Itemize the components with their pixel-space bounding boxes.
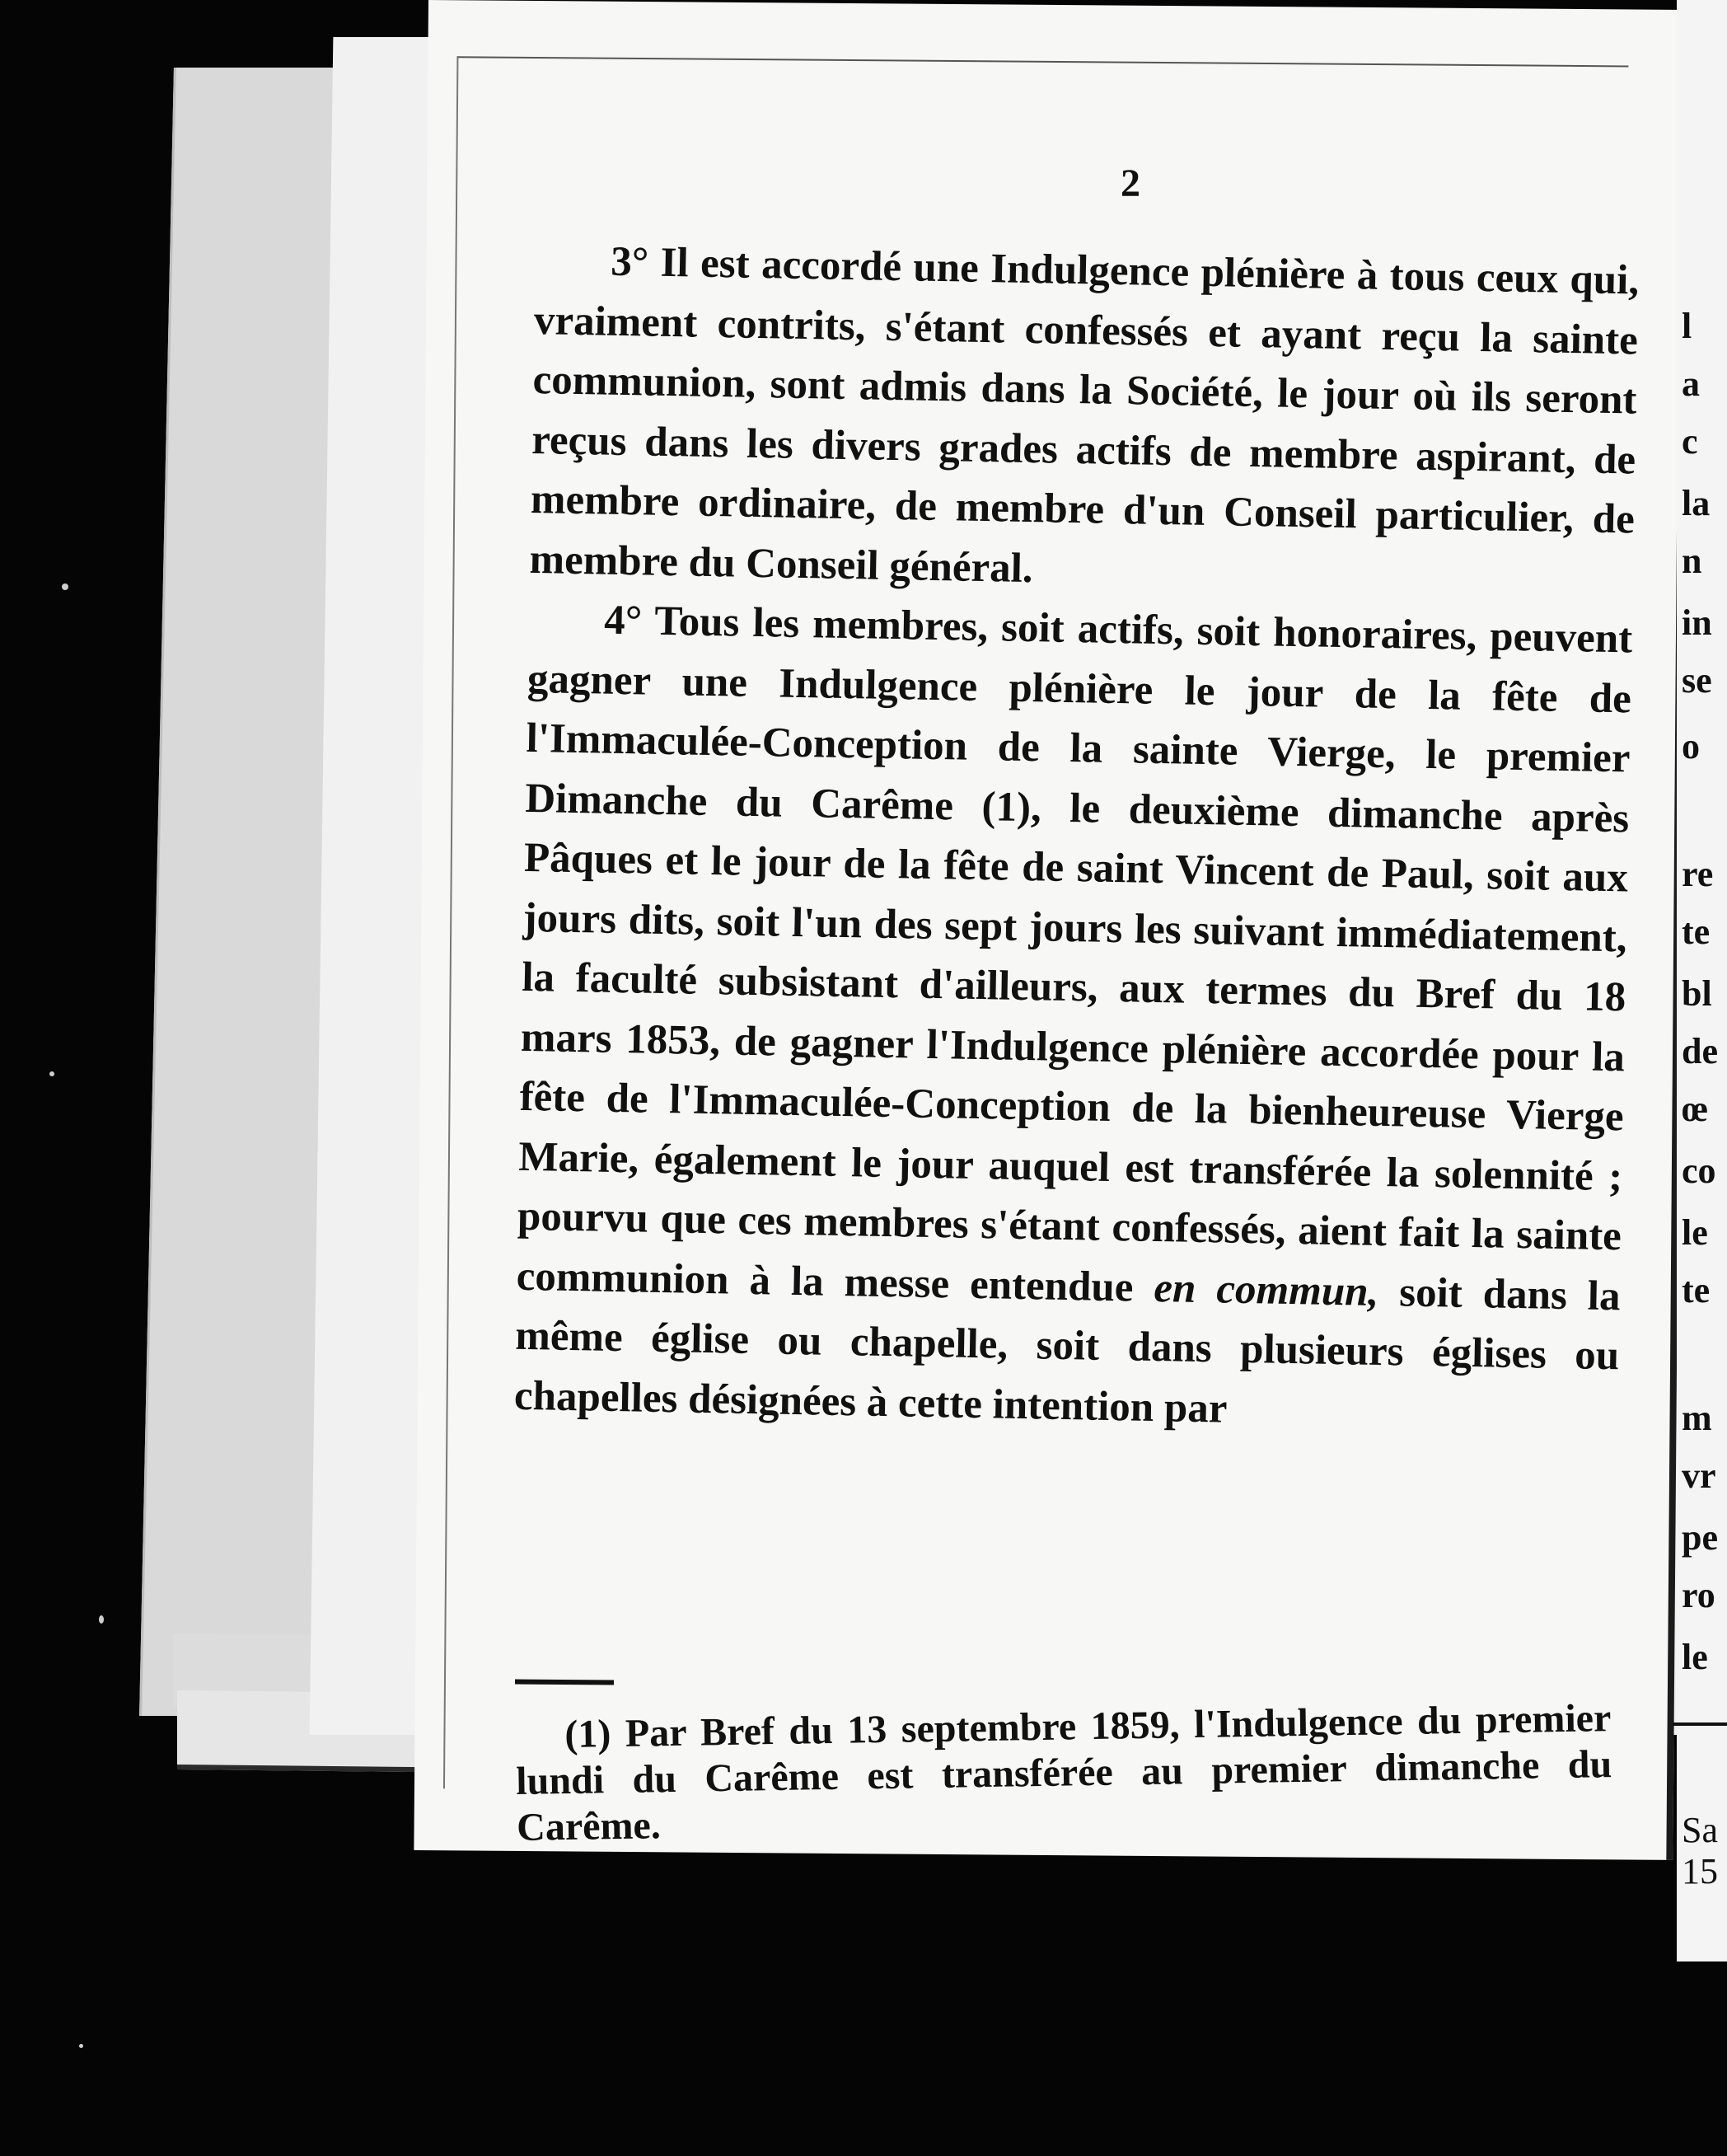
right-fragment: o (1682, 726, 1700, 766)
speck (62, 584, 68, 590)
right-fragment: c (1682, 421, 1698, 462)
right-fragment: la (1682, 483, 1711, 523)
paragraph-4-tail: soit dans la même église ou chapelle, soit dans plusieurs églises ou chapelles désignées à cette intention par (513, 1268, 1622, 1432)
right-fragment: a (1682, 363, 1700, 404)
right-fragment: ro (1682, 1575, 1715, 1615)
right-fragment: le (1682, 1212, 1708, 1253)
adjacent-page-rule (1673, 1722, 1727, 1726)
right-fragment: re (1682, 854, 1714, 894)
right-fragment: Sa (1682, 1810, 1718, 1850)
right-fragment: te (1682, 1270, 1711, 1310)
right-fragment: te (1682, 912, 1711, 952)
right-fragment: n (1682, 541, 1702, 581)
paragraph-4 (513, 589, 1632, 1446)
footnote-separator (515, 1679, 614, 1685)
page-number: 2 (1121, 162, 1140, 205)
footnote-text: (1) Par Bref du 13 septembre 1859, l'Indulgence du premier lundi du Carême est transférée au premier dimanche du Carême. (515, 1696, 1612, 1849)
paragraph-4-text: 4° Tous les membres, soit actifs, soit honoraires, peuvent gagner une Indulgence plénière le jour de la fête de l'Immaculée-Conception de la sainte Vierge, le premier Dimanche du Carême (1), le deuxième dimanche après Pâques et le jour de la fête de saint Vincent de Paul, soit aux jours dits, soit l'un des sept jours les suivant immédiatement, la faculté subsistant d'ailleurs, aux termes du Bref du 18 mars 1853, de gagner l'Indulgence plénière accordée pour la fête de l'Immaculée-Conception de la bienheureuse Vierge Marie, également le jour auquel est transférée la solennité ; pourvu que ces membres s'étant confessés, aient fait la sainte communion à la messe entendue (516, 597, 1633, 1311)
right-fragment: le (1682, 1637, 1708, 1677)
right-fragment: se (1682, 660, 1712, 701)
right-fragment: pe (1682, 1517, 1718, 1558)
right-fragment: m (1682, 1398, 1712, 1438)
adjacent-page (1677, 0, 1727, 1961)
page-body (513, 231, 1639, 1446)
right-fragment: l (1682, 306, 1692, 346)
speck (79, 2044, 83, 2048)
right-fragment: in (1682, 602, 1712, 643)
italic-phrase: en commun, (1153, 1264, 1379, 1315)
right-fragment: co (1682, 1151, 1716, 1191)
right-fragment: 15 (1682, 1851, 1718, 1891)
paragraph-3: 3° Il est accordé une Indulgence plénière à tous ceux qui, vraiment contrits, s'étant confessés et ayant reçu la sainte communion, sont admis dans la Société, le jour où ils seront reçus dans les divers grades actifs de membre aspirant, de membre ordinaire, de membre d'un Conseil particulier, de membre du Conseil général. (529, 238, 1640, 592)
speck (99, 1615, 104, 1624)
right-fragment: œ (1682, 1089, 1708, 1129)
right-fragment: bl (1682, 973, 1712, 1014)
right-fragment: de (1682, 1031, 1718, 1071)
footnote (515, 1695, 1612, 1851)
right-fragment: vr (1682, 1455, 1716, 1496)
speck (49, 1071, 54, 1076)
